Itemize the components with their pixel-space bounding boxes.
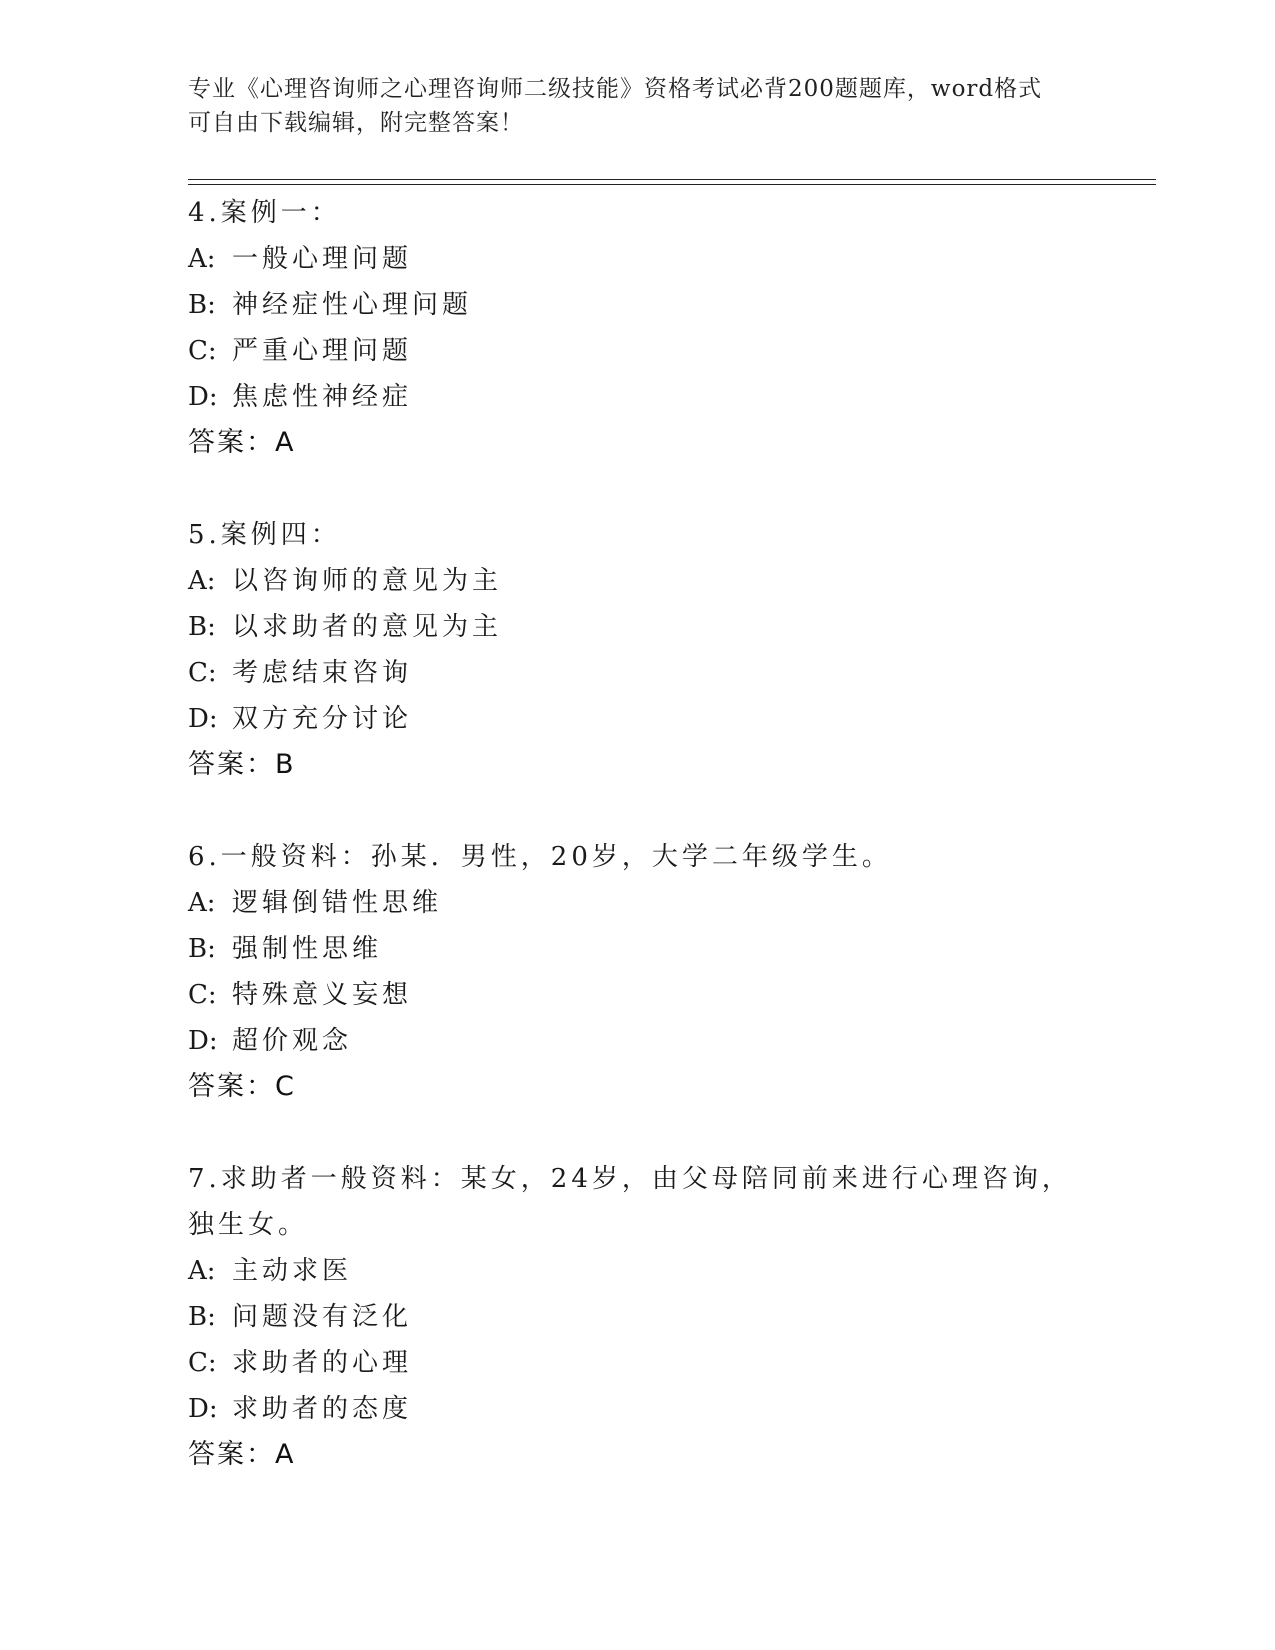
option-text: 强制性思维 [232,934,383,964]
option-text: 超价观念 [232,1026,353,1056]
option-letter: C: [188,658,217,688]
option-a [188,1248,1088,1294]
option-letter: A: [188,888,216,918]
option-letter: A: [188,566,216,596]
question-stem: 4.案例一： [188,198,341,228]
option-text: 以咨询师的意见为主 [232,566,503,596]
option-text: 求助者的态度 [232,1394,413,1424]
option-letter: C: [188,980,217,1010]
question-list [188,190,1088,1524]
option-letter: A: [188,244,216,274]
option-text: 特殊意义妄想 [232,980,413,1010]
option-text: 一般心理问题 [232,244,413,274]
option-d [188,696,1088,742]
option-text: 主动求医 [232,1256,353,1286]
option-text: 考虑结束咨询 [232,658,413,688]
option-c [188,972,1088,1018]
option-a [188,236,1088,282]
option-letter: D: [188,704,218,734]
option-a [188,558,1088,604]
option-text: 双方充分讨论 [232,704,413,734]
header-divider-top [188,179,1156,180]
option-text: 问题没有泛化 [232,1302,413,1332]
question-6 [188,834,1088,1110]
option-text: 严重心理问题 [232,336,413,366]
answer-label: 答案：A [188,1439,296,1470]
option-letter: D: [188,1026,218,1056]
option-c [188,328,1088,374]
option-letter: B: [188,1302,216,1332]
document-header [188,72,1068,140]
option-text: 焦虑性神经症 [232,382,413,412]
option-a [188,880,1088,926]
question-stem: 5.案例四： [188,520,341,550]
question-4 [188,190,1088,466]
option-letter: C: [188,336,217,366]
option-letter: B: [188,612,216,642]
option-letter: A: [188,1256,216,1286]
option-c [188,1340,1088,1386]
header-line-2: 可自由下载编辑，附完整答案！ [188,110,524,136]
option-d [188,374,1088,420]
option-b [188,1294,1088,1340]
question-stem: 6.一般资料：孙某．男性，20岁，大学二年级学生。 [188,842,892,872]
option-letter: B: [188,290,216,320]
question-5 [188,512,1088,788]
answer-label: 答案：A [188,427,296,458]
option-text: 以求助者的意见为主 [232,612,503,642]
answer-label: 答案：C [188,1071,296,1102]
option-d [188,1386,1088,1432]
option-text: 求助者的心理 [232,1348,413,1378]
option-text: 神经症性心理问题 [232,290,473,320]
option-letter: D: [188,1394,218,1424]
option-c [188,650,1088,696]
option-letter: D: [188,382,218,412]
option-d [188,1018,1088,1064]
option-b [188,926,1088,972]
answer-label: 答案：B [188,749,296,780]
option-b [188,282,1088,328]
option-letter: C: [188,1348,217,1378]
header-divider-bottom [188,184,1156,185]
option-text: 逻辑倒错性思维 [232,888,443,918]
option-letter: B: [188,934,216,964]
question-stem: 7.求助者一般资料：某女，24岁，由父母陪同前来进行心理咨询，独生女。 [188,1164,1072,1240]
header-line-1: 专业《心理咨询师之心理咨询师二级技能》资格考试必背200题题库，word格式 [188,76,1043,102]
question-7 [188,1156,1088,1478]
option-b [188,604,1088,650]
